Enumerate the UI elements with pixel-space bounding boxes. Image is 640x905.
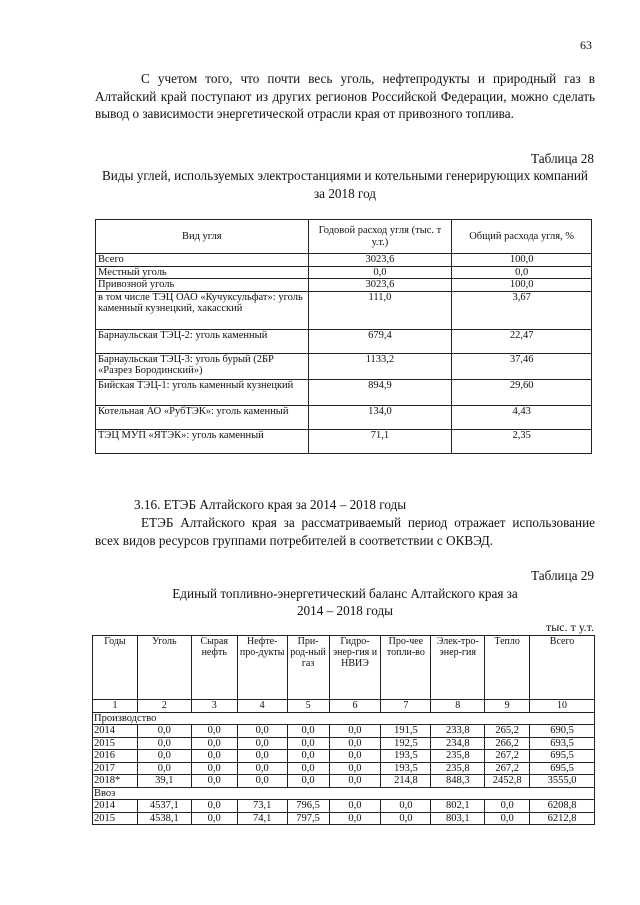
table29-title-line1: Единый топливно-энергетический баланс Алтайского края за bbox=[172, 586, 518, 601]
table29-cell: 0,0 bbox=[485, 800, 530, 813]
table29-row bbox=[93, 750, 595, 763]
table29-header: Гидро-энер-гия и НВИЭ bbox=[329, 636, 381, 700]
table28-header-share: Общий расхода угля, % bbox=[452, 220, 592, 254]
table29-cell: 193,5 bbox=[381, 762, 431, 775]
table28-cell: Бийская ТЭЦ-1: уголь каменный кузнецкий bbox=[96, 379, 309, 405]
table29-row bbox=[93, 775, 595, 788]
table29-cell: 235,8 bbox=[431, 762, 485, 775]
table28-cell: 3023,6 bbox=[308, 279, 452, 292]
table28-cell: 100,0 bbox=[452, 279, 592, 292]
table29-cell: 0,0 bbox=[287, 725, 329, 738]
table29-header: Всего bbox=[530, 636, 595, 700]
table29-cell: 3555,0 bbox=[530, 775, 595, 788]
table29-cell: 214,8 bbox=[381, 775, 431, 788]
table28-cell: 3,67 bbox=[452, 291, 592, 329]
table29-cell: 0,0 bbox=[191, 775, 237, 788]
table29-cell: 0,0 bbox=[237, 750, 287, 763]
table28-header-annual: Годовой расход угля (тыс. т у.т.) bbox=[308, 220, 452, 254]
table28-cell: Всего bbox=[96, 254, 309, 267]
table29-header: Тепло bbox=[485, 636, 530, 700]
table29-cell: 234,8 bbox=[431, 737, 485, 750]
table29-cell: 0,0 bbox=[137, 725, 191, 738]
table29-row bbox=[93, 737, 595, 750]
table29-section-label: Производство bbox=[93, 712, 595, 725]
table29-cell: 0,0 bbox=[287, 775, 329, 788]
table28-cell: 22,47 bbox=[452, 329, 592, 353]
table28-cell: Привозной уголь bbox=[96, 279, 309, 292]
table29-column-number: 3 bbox=[191, 700, 237, 713]
table29-cell: 6212,8 bbox=[530, 812, 595, 825]
table29-cell: 0,0 bbox=[137, 750, 191, 763]
table29-column-number: 2 bbox=[137, 700, 191, 713]
table29-header: Сырая нефть bbox=[191, 636, 237, 700]
table29-cell: 6208,8 bbox=[530, 800, 595, 813]
table29-label: Таблица 29 bbox=[531, 568, 594, 583]
table29-cell: 193,5 bbox=[381, 750, 431, 763]
table29-cell: 2017 bbox=[93, 762, 138, 775]
table28-cell: 3023,6 bbox=[308, 254, 452, 267]
table29-cell: 0,0 bbox=[381, 800, 431, 813]
table29-cell: 0,0 bbox=[485, 812, 530, 825]
energy-balance-table bbox=[92, 635, 595, 825]
table29-column-number: 10 bbox=[530, 700, 595, 713]
table29-cell: 0,0 bbox=[329, 750, 381, 763]
table28-title: Виды углей, используемых электростанциями и котельными генерирующих компаний за 2018 год bbox=[102, 168, 588, 201]
table29-cell: 2015 bbox=[93, 737, 138, 750]
table29-cell: 0,0 bbox=[237, 762, 287, 775]
table29-cell: 0,0 bbox=[191, 812, 237, 825]
table29-cell: 0,0 bbox=[191, 800, 237, 813]
table28-cell: 1133,2 bbox=[308, 353, 452, 379]
table28-cell: в том числе ТЭЦ ОАО «Кучуксульфат»: уголь каменный кузнецкий, хакасский bbox=[96, 291, 309, 329]
table29-cell: 0,0 bbox=[329, 725, 381, 738]
table29-cell: 0,0 bbox=[329, 775, 381, 788]
table29-cell: 695,5 bbox=[530, 750, 595, 763]
table28-cell: Барнаульская ТЭЦ-3: уголь бурый (2БР «Разрез Бородинский») bbox=[96, 353, 309, 379]
table29-cell: 74,1 bbox=[237, 812, 287, 825]
table29-cell: 0,0 bbox=[137, 737, 191, 750]
table29-cell: 695,5 bbox=[530, 762, 595, 775]
table29-cell: 0,0 bbox=[329, 737, 381, 750]
table28-cell: 0,0 bbox=[308, 266, 452, 279]
table29-header: Элек-тро-энер-гия bbox=[431, 636, 485, 700]
table28-cell: Котельная АО «РубТЭК»: уголь каменный bbox=[96, 405, 309, 429]
table29-cell: 0,0 bbox=[329, 800, 381, 813]
table29-cell: 0,0 bbox=[329, 762, 381, 775]
table28-row bbox=[96, 353, 592, 379]
table28-row bbox=[96, 405, 592, 429]
table29-cell: 802,1 bbox=[431, 800, 485, 813]
table28-cell: 71,1 bbox=[308, 429, 452, 453]
table28-cell: 100,0 bbox=[452, 254, 592, 267]
table29-cell: 693,5 bbox=[530, 737, 595, 750]
table28-header-type: Вид угля bbox=[96, 220, 309, 254]
table29-header: Нефте-про-дукты bbox=[237, 636, 287, 700]
table28-cell: ТЭЦ МУП «ЯТЭК»: уголь каменный bbox=[96, 429, 309, 453]
table29-cell: 4538,1 bbox=[137, 812, 191, 825]
table28-cell: 2,35 bbox=[452, 429, 592, 453]
table29-header: Уголь bbox=[137, 636, 191, 700]
table29-cell: 0,0 bbox=[191, 762, 237, 775]
table29-column-number: 9 bbox=[485, 700, 530, 713]
table28-cell: 134,0 bbox=[308, 405, 452, 429]
table29-cell: 803,1 bbox=[431, 812, 485, 825]
table29-cell: 0,0 bbox=[137, 762, 191, 775]
table29-header: При-род-ный газ bbox=[287, 636, 329, 700]
table28-row bbox=[96, 291, 592, 329]
table29-cell: 796,5 bbox=[287, 800, 329, 813]
table29-cell: 0,0 bbox=[191, 737, 237, 750]
table29-row bbox=[93, 762, 595, 775]
table28-cell: 894,9 bbox=[308, 379, 452, 405]
table29-cell: 267,2 bbox=[485, 762, 530, 775]
table28-row bbox=[96, 254, 592, 267]
table29-cell: 0,0 bbox=[287, 737, 329, 750]
table28-cell: 29,60 bbox=[452, 379, 592, 405]
table29-cell: 233,8 bbox=[431, 725, 485, 738]
table29-section-label: Ввоз bbox=[93, 787, 595, 800]
table29-cell: 0,0 bbox=[191, 725, 237, 738]
table29-cell: 4537,1 bbox=[137, 800, 191, 813]
table29-unit: тыс. т у.т. bbox=[545, 620, 594, 634]
table29-cell: 0,0 bbox=[329, 812, 381, 825]
table28-cell: 679,4 bbox=[308, 329, 452, 353]
table29-row bbox=[93, 725, 595, 738]
table29-cell: 2452,8 bbox=[485, 775, 530, 788]
table28-row bbox=[96, 329, 592, 353]
table29-cell: 848,3 bbox=[431, 775, 485, 788]
table29-cell: 192,5 bbox=[381, 737, 431, 750]
table29-column-number: 8 bbox=[431, 700, 485, 713]
table29-cell: 265,2 bbox=[485, 725, 530, 738]
table29-cell: 0,0 bbox=[287, 750, 329, 763]
table29-cell: 0,0 bbox=[191, 750, 237, 763]
table29-row bbox=[93, 812, 595, 825]
section-heading: 3.16. ЕТЭБ Алтайского края за 2014 – 2018 годы bbox=[134, 497, 407, 512]
table29-header: Про-чее топли-во bbox=[381, 636, 431, 700]
table29-cell: 73,1 bbox=[237, 800, 287, 813]
table28-cell: 4,43 bbox=[452, 405, 592, 429]
table29-cell: 0,0 bbox=[237, 725, 287, 738]
table28-row bbox=[96, 379, 592, 405]
table29-cell: 0,0 bbox=[237, 737, 287, 750]
table29-column-number: 4 bbox=[237, 700, 287, 713]
table29-cell: 797,5 bbox=[287, 812, 329, 825]
table28-cell: Барнаульская ТЭЦ-2: уголь каменный bbox=[96, 329, 309, 353]
table28-row bbox=[96, 266, 592, 279]
table29-title-line2: 2014 – 2018 годы bbox=[296, 603, 394, 618]
table29-header: Годы bbox=[93, 636, 138, 700]
table29-column-number: 6 bbox=[329, 700, 381, 713]
table28-cell: 111,0 bbox=[308, 291, 452, 329]
table28-row bbox=[96, 279, 592, 292]
table28-cell: 37,46 bbox=[452, 353, 592, 379]
table29-column-number: 5 bbox=[287, 700, 329, 713]
table29-cell: 266,2 bbox=[485, 737, 530, 750]
table29-cell: 2016 bbox=[93, 750, 138, 763]
coal-types-table bbox=[95, 219, 592, 454]
table29-cell: 267,2 bbox=[485, 750, 530, 763]
table29-cell: 39,1 bbox=[137, 775, 191, 788]
table29-cell: 690,5 bbox=[530, 725, 595, 738]
table28-label: Таблица 28 bbox=[531, 151, 594, 166]
table29-cell: 235,8 bbox=[431, 750, 485, 763]
table29-cell: 191,5 bbox=[381, 725, 431, 738]
table29-cell: 0,0 bbox=[237, 775, 287, 788]
table28-cell: 0,0 bbox=[452, 266, 592, 279]
table29-column-number: 1 bbox=[93, 700, 138, 713]
page-number: 63 bbox=[580, 38, 592, 52]
table29-cell: 2018* bbox=[93, 775, 138, 788]
table29-cell: 0,0 bbox=[287, 762, 329, 775]
section-paragraph: ЕТЭБ Алтайского края за рассматриваемый период отражает использование всех видов ресурсов группами потребителей в соответствии с ОКВЭД. bbox=[95, 515, 595, 548]
table29-row bbox=[93, 800, 595, 813]
table29-cell: 0,0 bbox=[381, 812, 431, 825]
table29-cell: 2014 bbox=[93, 800, 138, 813]
intro-paragraph: С учетом того, что почти весь уголь, нефтепродукты и природный газ в Алтайский край поступают из других регионов Российской Федерации, можно сделать вывод о зависимости энергетической отрасли края от привозного топлива. bbox=[95, 71, 595, 121]
table29-cell: 2015 bbox=[93, 812, 138, 825]
table28-cell: Местный уголь bbox=[96, 266, 309, 279]
table28-row bbox=[96, 429, 592, 453]
table29-column-number: 7 bbox=[381, 700, 431, 713]
table29-cell: 2014 bbox=[93, 725, 138, 738]
